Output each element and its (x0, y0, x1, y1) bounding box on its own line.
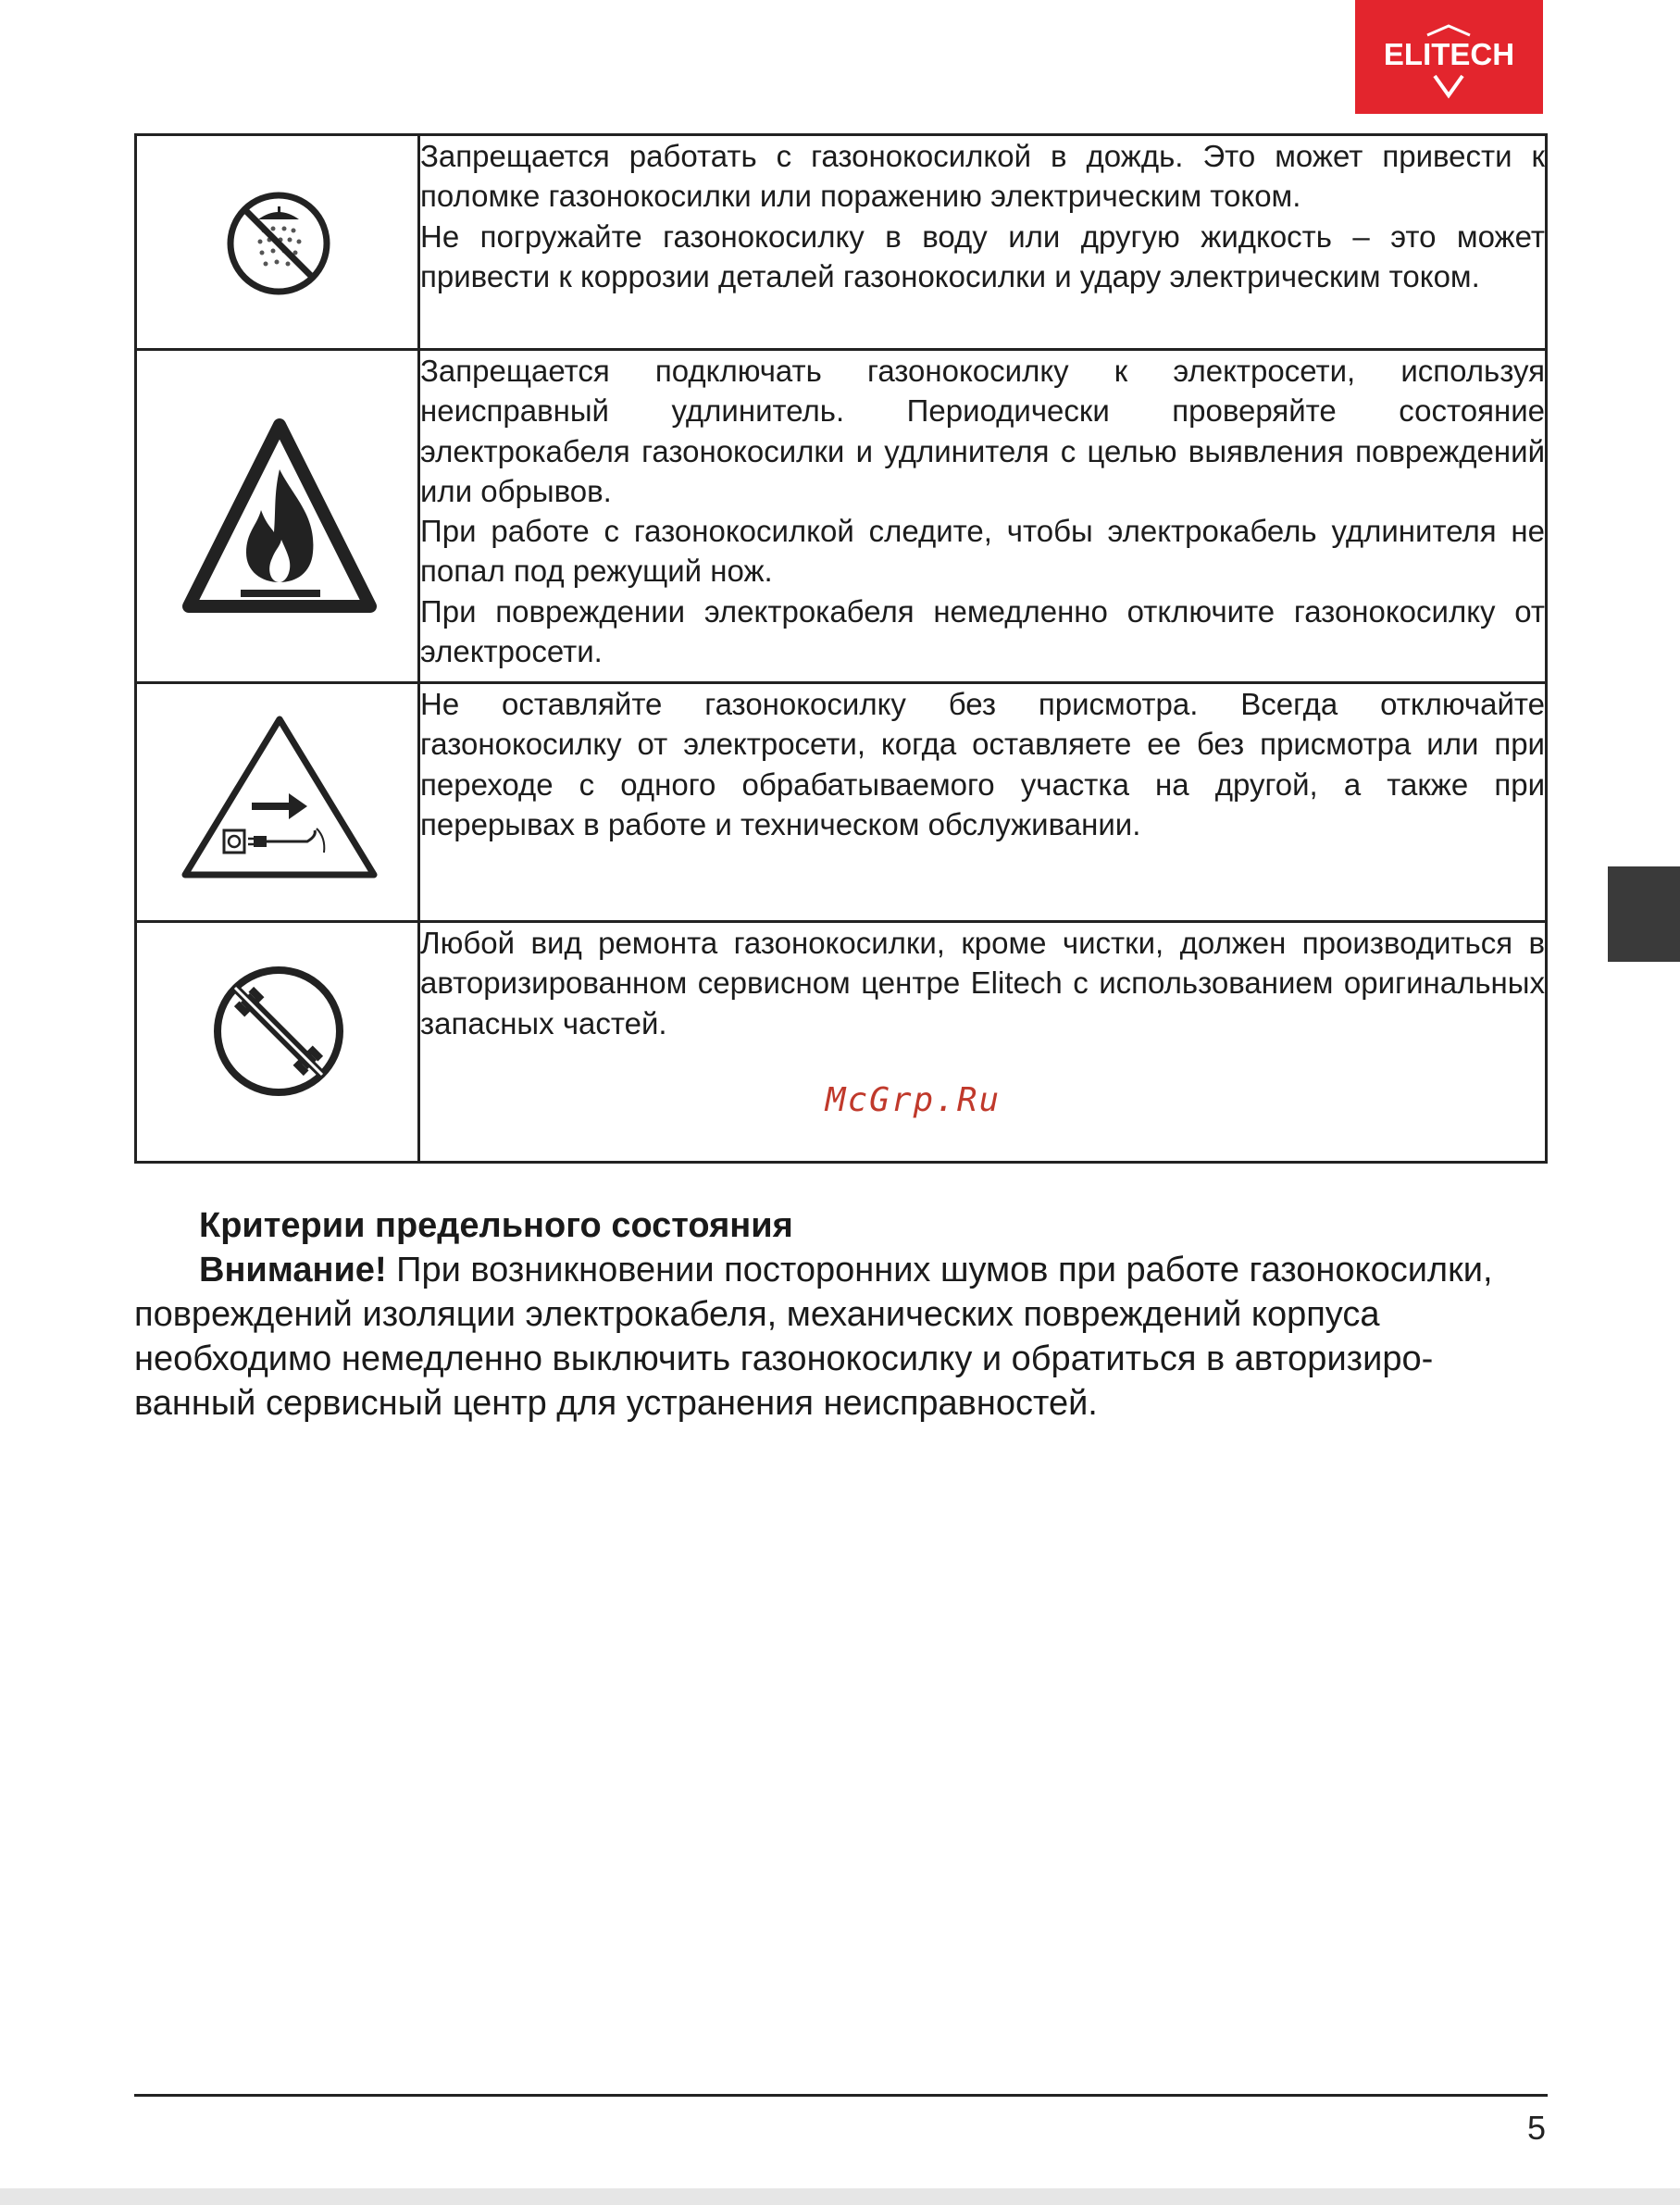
warning-row (136, 350, 1547, 683)
footer-divider (134, 2094, 1548, 2097)
warning-text (419, 922, 1547, 1163)
unplug-warning-icon (178, 712, 381, 888)
warning-paragraph: Запрещается подключать газонокосилку к электросети, используя неисправный удлинитель. Периодически проверяйте состояние электрокабеля газонокосилки и удлинителя с целью выявления повреждений или обрывов. (420, 354, 1545, 508)
limit-state-section (134, 1203, 1523, 1426)
warning-text (419, 683, 1547, 922)
warning-row (136, 922, 1547, 1163)
icon-cell (136, 922, 419, 1163)
warning-paragraph: Запрещается работать с газонокосилкой в дождь. Это может привести к поломке газонокосилки или поражению электрическим током. (420, 139, 1545, 214)
warning-paragraph: Не оставляйте газонокосилку без присмотра. Всегда отключайте газонокосилку от электросети, когда оставляете ее без присмотра или при переходе с одного обрабатываемого участка на другой, а также при перерывах в работе и техническом обслуживании. (420, 687, 1545, 841)
page-edge-bar (0, 2188, 1680, 2205)
brand-name: ELITECH (1383, 37, 1515, 71)
fire-warning-icon (178, 414, 381, 627)
warning-paragraph: При работе с газонокосилкой следите, чтобы электрокабель удлинителя не попал под режущий нож. (420, 514, 1545, 589)
icon-cell (136, 350, 419, 683)
watermark: McGrp.Ru (825, 1080, 1002, 1119)
warning-text (419, 350, 1547, 683)
warning-text (419, 135, 1547, 350)
icon-cell (136, 683, 419, 922)
section-heading: Критерии предельного состояния (199, 1206, 793, 1245)
page-number: 5 (1526, 2109, 1546, 2147)
section-body (134, 1248, 1523, 1426)
brand-logo (1355, 0, 1543, 114)
icon-cell (136, 135, 419, 350)
logo-chevron-icon (1355, 0, 1543, 114)
warning-paragraph: При повреждении электрокабеля немедленно отключите газонокосилку от электросети. (420, 593, 1545, 669)
no-rain-icon (223, 182, 334, 303)
no-repair-icon (209, 962, 348, 1101)
warning-paragraph: Не погружайте газонокосилку в воду или другую жидкость – это может привести к коррозии деталей газонокосилки и удару электрическим током. (420, 218, 1545, 293)
warning-row (136, 683, 1547, 922)
attention-label: Внимание! (199, 1251, 387, 1289)
safety-warnings-table (134, 133, 1548, 1164)
section-tab-marker (1608, 866, 1680, 962)
warning-paragraph: Любой вид ремонта газонокосилки, кроме чистки, должен производиться в авторизированном сервисном центре Elitech с использованием оригинальных запасных частей. (420, 926, 1545, 1040)
section-body-text: При возникновении посторонних шумов при работе газонокосилки, повреждений изоляции электрокабеля, механических повреждений корпуса необходимо немедленно выключить газонокосилку и обратиться в авторизированный сервисный центр для устранения неисправностей. (134, 1251, 1493, 1423)
warning-row (136, 135, 1547, 350)
